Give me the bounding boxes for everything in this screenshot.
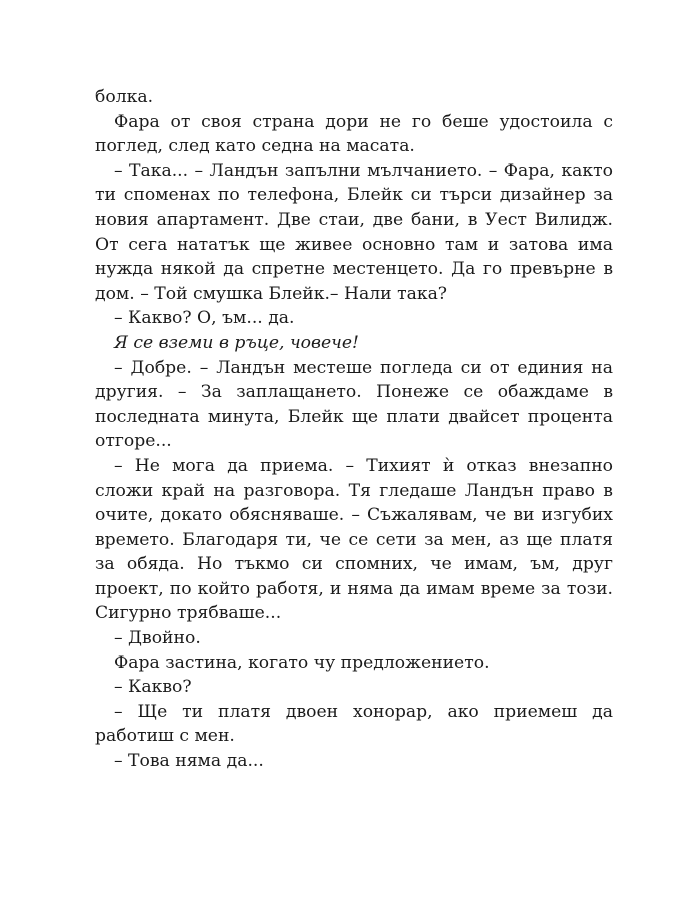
paragraph-dialogue: – Не мога да приема. – Тихият ѝ отказ внезапно сложи край на разговора. Тя гледаше Ландън право в очите, докато обясняваше. – Съжалявам, че ви изгубих времето. Благодаря ти, че се сети за мен, аз ще платя за обяда. Но тъкмо си спомних, че имам, ъм, друг проект, по който работя, и няма да имам време за този. Сигурно трябваше... [95,455,613,624]
paragraph-dialogue: – Така... – Ландън запълни мълчанието. – Фара, както ти споменах по телефона, Блейк си търси дизайнер за новия апартамент. Две стаи, две бани, в Уест Вилидж. От сега нататък ще живее основно там и затова има нужда някой да спретне местенцето. Да го превърне в дом. – Той смушка Блейк.– Нали така? [95,160,613,304]
paragraph-dialogue: – Ще ти платя двоен хонорар, ако приемеш да работиш с мен. [95,701,613,747]
paragraph-dialogue: – Какво? [114,677,192,698]
paragraph: Фара застина, когато чу предложението. [114,652,490,673]
paragraph-dialogue: – Това няма да... [114,751,264,772]
paragraph-dialogue: – Двойно. [114,628,201,649]
paragraph-continuation: болка. [95,87,154,107]
paragraph: Фара от своя страна дори не го беше удостоила с поглед, след като седна на масата. [95,111,613,157]
book-page [95,85,613,774]
paragraph-dialogue: – Добре. – Ландън местеше погледа си от единия на другия. – За заплащането. Понеже се обаждаме в последната минута, Блейк ще плати двайсет процента отгоре... [95,357,613,452]
paragraph-dialogue: – Какво? О, ъм... да. [114,308,295,329]
paragraph-italic-thought: Я се вземи в ръце, човече! [114,332,359,353]
